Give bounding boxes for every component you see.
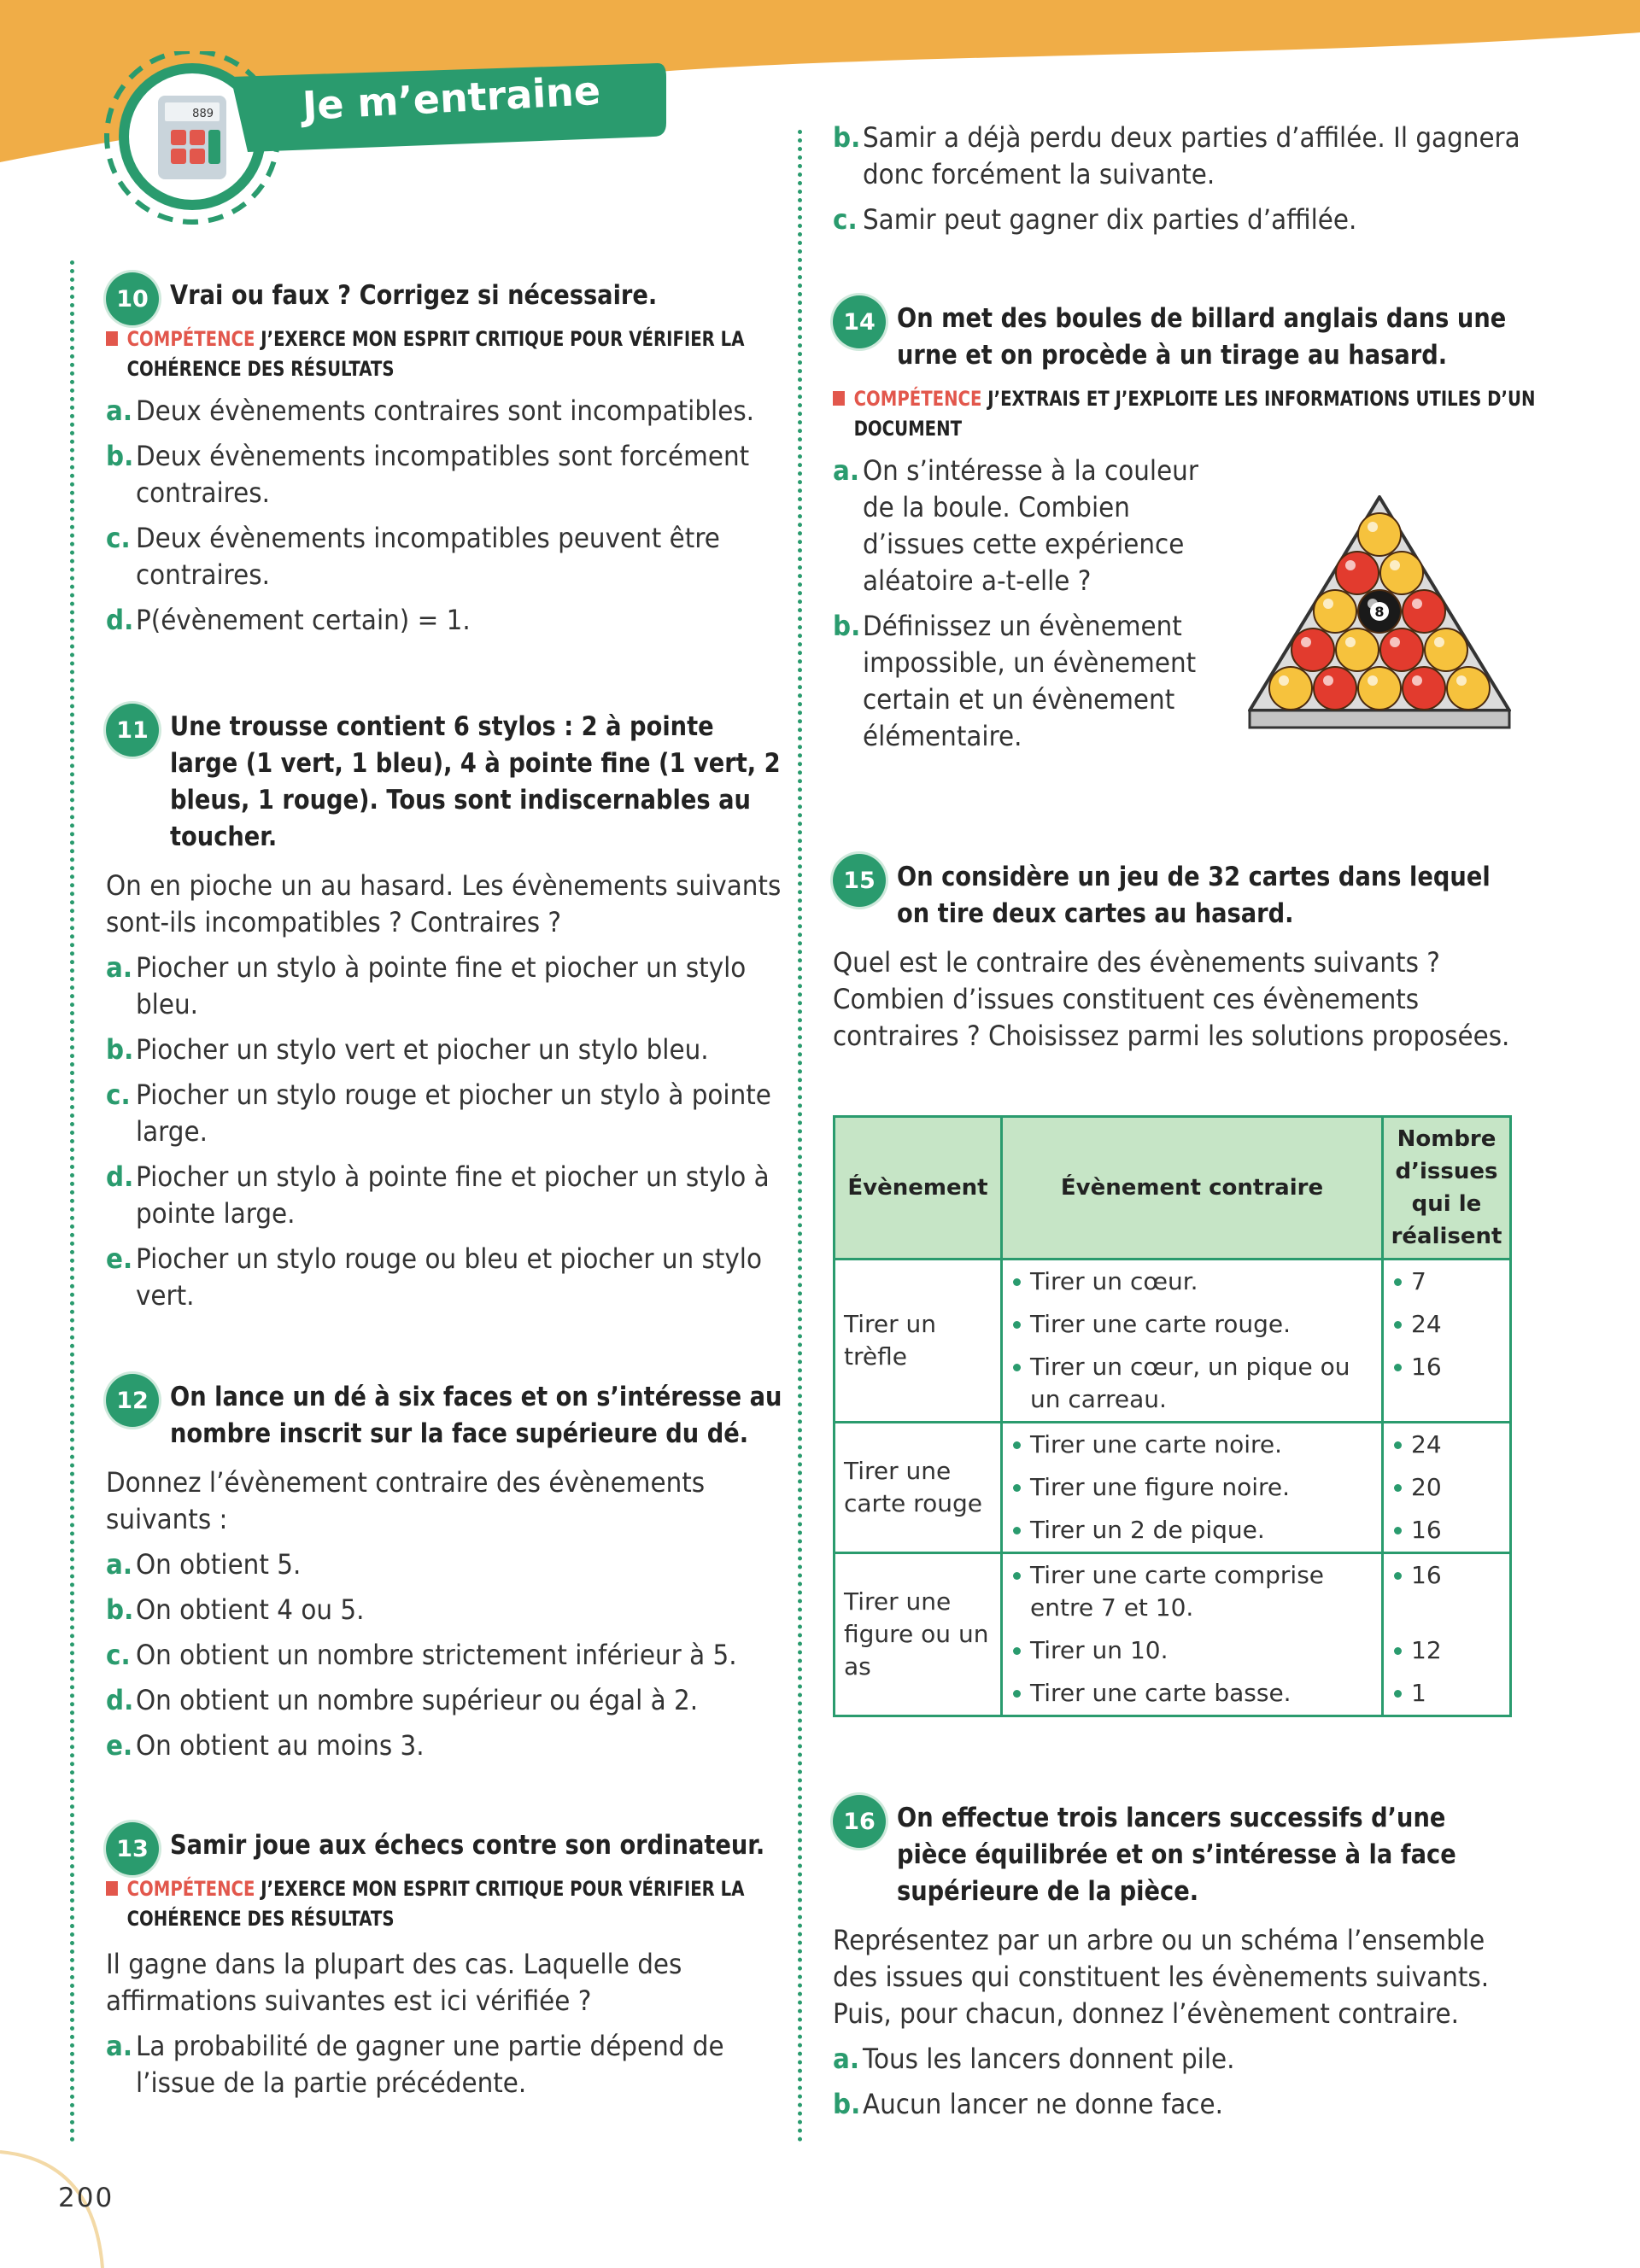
competence-square-icon (833, 391, 845, 406)
ball-highlight (1456, 675, 1467, 686)
item-text: On obtient un nombre strictement inférieur à 5. (135, 1639, 737, 1671)
ball-highlight (1434, 637, 1444, 647)
item-text: La probabilité de gagner une partie dépend de l’issue de la partie précédente. (135, 2030, 724, 2099)
issues-option: 16 (1392, 1559, 1501, 1592)
ball-highlight (1301, 637, 1311, 647)
item-text: Aucun lancer ne donne face. (862, 2088, 1223, 2120)
issues-option: 24 (1392, 1308, 1501, 1341)
contraire-option: Tirer une carte rouge. (1011, 1308, 1373, 1341)
contraire-option: Tirer un cœur. (1011, 1266, 1373, 1298)
exercise-intro: Représentez par un arbre ou un schéma l’ensemble des issues qui constituent les évènements suivants. Puis, pour chacun, donnez l’évènement contraire. (833, 1924, 1490, 2030)
table-header-row (835, 1117, 1511, 1260)
exercise-intro: Donnez l’évènement contraire des évènements suivants : (106, 1466, 706, 1535)
issues-option: 16 (1392, 1514, 1501, 1546)
exercise-title: Vrai ou faux ? Corrigez si nécessaire. (170, 280, 658, 311)
item-letter: b. (833, 610, 861, 642)
red-ball (1336, 552, 1379, 594)
event-cell: Tirer une figure ou un as (835, 1553, 1002, 1716)
list-item (106, 2028, 811, 2101)
exercise-intro: Quel est le contraire des évènements suivants ? Combien d’issues constituent ces évènements contraires ? Choisissez parmi les solutions proposées. (833, 946, 1510, 1052)
contraire-option: Tirer une carte basse. (1011, 1677, 1373, 1710)
list-item (106, 1682, 811, 1719)
exercise-number: 10 (106, 272, 159, 325)
list-item (833, 202, 1542, 238)
item-text: Deux évènements contraires sont incompatibles. (135, 395, 755, 427)
contraire-option: Tirer une carte noire. (1011, 1429, 1373, 1461)
item-letter: c. (833, 203, 858, 236)
item-letter: a. (833, 454, 860, 487)
item-letter: b. (106, 1033, 134, 1066)
event-cell: Tirer un trèfle (835, 1260, 1002, 1423)
issues-option: 20 (1392, 1471, 1501, 1504)
item-letter: c. (106, 1078, 131, 1111)
item-letter: b. (833, 121, 861, 154)
competence-square-icon (106, 1881, 118, 1896)
page-title: Je m’entraine (301, 67, 602, 129)
table-header: Évènement (835, 1117, 1002, 1260)
red-ball (1314, 667, 1356, 710)
item-letter: a. (106, 395, 133, 427)
list-item (106, 438, 811, 511)
exercise-13 (106, 1827, 786, 2101)
issues-option: 16 (1392, 1351, 1501, 1383)
item-letter: e. (106, 1242, 133, 1275)
contraire-option: Tirer un cœur, un pique ou un carreau. (1011, 1351, 1373, 1416)
billiard-balls-illustration (1243, 490, 1516, 738)
item-text: On obtient au moins 3. (135, 1729, 425, 1762)
competence-note (833, 384, 1538, 444)
item-letter: a. (106, 2030, 133, 2062)
ball-highlight (1323, 599, 1333, 609)
competence-note (106, 1874, 807, 1934)
exercise-number: 14 (833, 295, 886, 348)
item-letter: d. (106, 1684, 134, 1716)
exercise-13-continued (833, 120, 1520, 238)
competence-note (106, 324, 807, 384)
ball-highlight (1368, 522, 1378, 532)
contraire-option: Tirer une carte comprise entre 7 et 10. (1011, 1559, 1373, 1624)
list-item (106, 1637, 811, 1674)
header-logo (102, 51, 683, 239)
exercise-16 (833, 1800, 1516, 2123)
exercise-number: 16 (833, 1795, 886, 1848)
ball-highlight (1323, 675, 1333, 686)
red-ball (1380, 628, 1423, 671)
item-text: Tous les lancers donnent pile. (862, 2043, 1235, 2075)
red-ball (1292, 628, 1334, 671)
item-text: Piocher un stylo rouge ou bleu et piocher un stylo vert. (135, 1242, 762, 1312)
list-item (833, 453, 1209, 599)
ball-highlight (1412, 675, 1422, 686)
contraires-cell (1002, 1553, 1383, 1716)
competence-keyword: COMPÉTENCE (126, 327, 255, 351)
ball-highlight (1345, 637, 1356, 647)
table-row (835, 1260, 1511, 1423)
exercise-10 (106, 278, 786, 639)
item-text: Samir peut gagner dix parties d’affilée. (862, 203, 1357, 236)
item-letter: c. (106, 522, 131, 554)
list-item (106, 520, 811, 593)
competence-text: J’EXTRAIS ET J’EXPLOITE LES INFORMATIONS UTILES D’UN DOCUMENT (853, 387, 1536, 441)
cards-table (833, 1115, 1512, 1717)
ball-highlight (1390, 560, 1400, 570)
competence-text: J’EXERCE MON ESPRIT CRITIQUE POUR VÉRIFIER LA COHÉRENCE DES RÉSULTATS (126, 327, 745, 381)
issues-option: 12 (1392, 1634, 1501, 1667)
contraires-cell (1002, 1423, 1383, 1553)
list-item (833, 120, 1542, 193)
item-text: Piocher un stylo vert et piocher un stylo bleu. (135, 1033, 709, 1066)
table-row (835, 1553, 1511, 1716)
competence-text: J’EXERCE MON ESPRIT CRITIQUE POUR VÉRIFIER LA COHÉRENCE DES RÉSULTATS (126, 1877, 745, 1931)
list-item (106, 1241, 811, 1314)
item-text: Deux évènements incompatibles sont forcément contraires. (135, 440, 750, 509)
exercise-number: 12 (106, 1374, 159, 1427)
exercise-number: 15 (833, 854, 886, 907)
issues-option: 7 (1392, 1266, 1501, 1298)
item-text: Piocher un stylo à pointe fine et piocher un stylo bleu. (135, 951, 747, 1020)
list-item (833, 608, 1209, 755)
exercise-title: On met des boules de billard anglais dans une urne et on procède à un tirage au hasard. (897, 303, 1507, 371)
exercise-number: 13 (106, 1822, 159, 1875)
yellow-ball (1336, 628, 1379, 671)
yellow-ball (1269, 667, 1312, 710)
red-ball (1403, 590, 1445, 633)
list-item (106, 1032, 811, 1068)
item-text: Piocher un stylo rouge et piocher un stylo à pointe large. (135, 1078, 771, 1148)
exercise-title: On considère un jeu de 32 cartes dans lequel on tire deux cartes au hasard. (897, 862, 1491, 929)
yellow-ball (1358, 513, 1401, 556)
list-item (106, 1727, 811, 1764)
item-text: P(évènement certain) = 1. (135, 604, 471, 636)
ball-highlight (1345, 560, 1356, 570)
list-item (106, 1592, 811, 1628)
item-text: Définissez un évènement impossible, un évènement certain et un évènement élémentaire. (862, 610, 1197, 752)
item-text: Deux évènements incompatibles peuvent être contraires. (135, 522, 720, 591)
exercise-number: 11 (106, 704, 159, 757)
item-letter: d. (106, 1160, 134, 1193)
list-item (106, 602, 811, 639)
item-letter: e. (106, 1729, 133, 1762)
exercise-12 (106, 1379, 786, 1764)
list-item (833, 2086, 1542, 2123)
yellow-ball (1425, 628, 1467, 671)
exercise-14 (833, 301, 1536, 755)
event-cell: Tirer une carte rouge (835, 1423, 1002, 1553)
exercise-title: Samir joue aux échecs contre son ordinateur. (170, 1830, 765, 1861)
issues-cell (1383, 1260, 1511, 1423)
ball-highlight (1368, 675, 1378, 686)
item-letter: b. (106, 1593, 134, 1626)
item-text: On obtient 4 ou 5. (135, 1593, 365, 1626)
issues-cell (1383, 1553, 1511, 1716)
issues-option: 1 (1392, 1677, 1501, 1710)
yellow-ball (1447, 667, 1490, 710)
contraires-cell (1002, 1260, 1383, 1423)
exercise-title: On effectue trois lancers successifs d’une pièce équilibrée et on s’intéresse à la face supérieure de la pièce. (897, 1803, 1456, 1907)
issues-option: 24 (1392, 1429, 1501, 1461)
exercise-intro: On en pioche un au hasard. Les évènements suivants sont-ils incompatibles ? Contraires ? (106, 869, 782, 938)
exercise-15 (833, 859, 1516, 1055)
competence-keyword: COMPÉTENCE (126, 1877, 255, 1901)
list-item (106, 950, 811, 1023)
rack-base (1250, 710, 1509, 728)
yellow-ball (1380, 552, 1423, 594)
item-letter: c. (106, 1639, 131, 1671)
item-letter: b. (106, 440, 134, 472)
yellow-ball (1358, 667, 1401, 710)
item-letter: d. (106, 604, 134, 636)
ball-highlight (1412, 599, 1422, 609)
item-text: On s’intéresse à la couleur de la boule. Combien d’issues cette expérience aléatoire a-t-elle ? (862, 454, 1198, 597)
list-item (106, 1077, 811, 1150)
left-dotted-rule (70, 260, 74, 2143)
competence-keyword: COMPÉTENCE (853, 387, 982, 411)
item-letter: b. (833, 2088, 861, 2120)
red-ball (1403, 667, 1445, 710)
ball-number: 8 (1374, 604, 1385, 620)
table-header: Évènement contraire (1002, 1117, 1383, 1260)
item-letter: a. (106, 1548, 133, 1581)
contraire-option: Tirer un 10. (1011, 1634, 1373, 1667)
item-text: On obtient 5. (135, 1548, 302, 1581)
item-letter: a. (106, 951, 133, 984)
list-item (106, 1159, 811, 1232)
list-item (833, 2041, 1542, 2078)
list-item (106, 1546, 811, 1583)
ball-highlight (1390, 637, 1400, 647)
competence-square-icon (106, 331, 118, 346)
item-letter: a. (833, 2043, 860, 2075)
table-row (835, 1423, 1511, 1553)
yellow-ball (1314, 590, 1356, 633)
item-text: On obtient un nombre supérieur ou égal à 2. (135, 1684, 699, 1716)
ball-highlight (1279, 675, 1289, 686)
item-text: Samir a déjà perdu deux parties d’affilée. Il gagnera donc forcément la suivante. (862, 121, 1520, 190)
contraire-option: Tirer un 2 de pique. (1011, 1514, 1373, 1546)
exercise-title: Une trousse contient 6 stylos : 2 à pointe large (1 vert, 1 bleu), 4 à pointe fine (1 vert, 2 bleus, 1 rouge). Tous sont indiscernables au toucher. (170, 711, 781, 852)
exercise-11 (106, 709, 786, 1314)
exercise-title: On lance un dé à six faces et on s’intéresse au nombre inscrit sur la face supérieure du dé. (170, 1382, 782, 1449)
calculator-display: 889 (192, 108, 214, 120)
table-header: Nombre d’issues qui le réalisent (1383, 1117, 1511, 1260)
item-text: Piocher un stylo à pointe fine et piocher un stylo à pointe large. (135, 1160, 770, 1230)
exercise-intro: Il gagne dans la plupart des cas. Laquelle des affirmations suivantes est ici vérifiée ? (106, 1948, 682, 2017)
list-item (106, 393, 811, 430)
issues-cell (1383, 1423, 1511, 1553)
contraire-option: Tirer une figure noire. (1011, 1471, 1373, 1504)
page-number: 200 (58, 2183, 114, 2213)
